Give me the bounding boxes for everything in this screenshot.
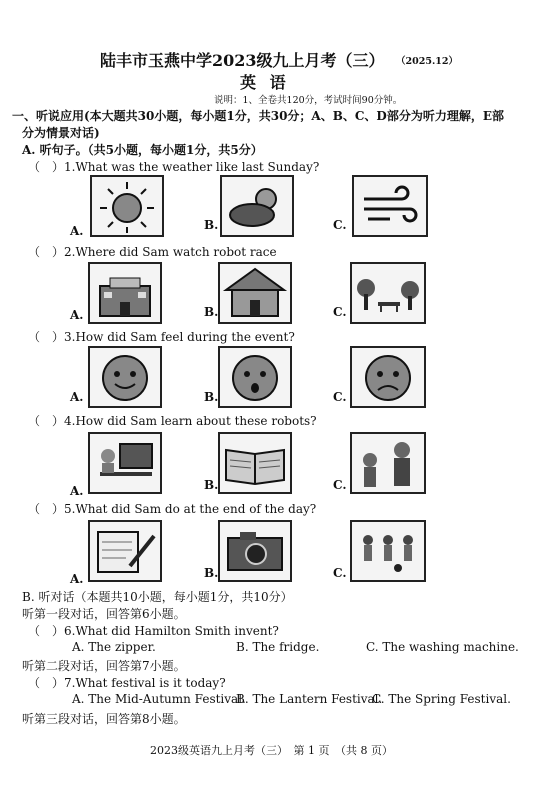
option-label-b: B. (204, 390, 219, 404)
option-label-b: B. (204, 218, 219, 232)
option-label-c: C. (333, 478, 347, 492)
subject-title: 英 语 (240, 73, 290, 92)
q7-option-b: B. The Lantern Festival. (236, 692, 383, 706)
playing-icon (350, 520, 426, 582)
park-icon (350, 262, 426, 324)
school-icon (88, 262, 162, 324)
question-5: （ ）5.What did Sam do at the end of the day? (28, 502, 317, 516)
part-b-heading: B. 听对话（本题共10小题，每小题1分，共10分） (22, 590, 293, 604)
sad-face-icon (350, 346, 426, 408)
teacher-icon (350, 432, 426, 494)
section-heading-line2: 分为情景对话) (22, 126, 100, 140)
cloud-sun-icon (220, 175, 294, 237)
happy-face-icon (88, 346, 162, 408)
option-label-c: C. (333, 305, 347, 319)
option-label-b: B. (204, 478, 219, 492)
exam-title: 陆丰市玉燕中学2023级九上月考（三） (100, 51, 385, 70)
question-2: （ ）2.Where did Sam watch robot race (28, 245, 277, 259)
option-label-c: C. (333, 218, 347, 232)
option-label-a: A. (70, 390, 84, 404)
question-3: （ ）3.How did Sam feel during the event? (28, 330, 295, 344)
book-icon (218, 432, 292, 494)
surprised-face-icon (218, 346, 292, 408)
question-4: （ ）4.How did Sam learn about these robots? (28, 414, 317, 428)
exam-date: （2025.12） (396, 56, 458, 67)
question-6: （ ）6.What did Hamilton Smith invent? (28, 624, 279, 638)
q6-option-a: A. The zipper. (72, 640, 156, 654)
option-label-b: B. (204, 566, 219, 580)
question-1: （ ）1.What was the weather like last Sunday? (28, 160, 320, 174)
option-label-c: C. (333, 566, 347, 580)
writing-icon (88, 520, 162, 582)
option-label-b: B. (204, 305, 219, 319)
camera-icon (218, 520, 292, 582)
option-label-a: A. (70, 224, 84, 238)
q7-option-a: A. The Mid-Autumn Festival. (72, 692, 246, 706)
sun-icon (90, 175, 164, 237)
computer-icon (88, 432, 162, 494)
exam-note: 说明：1、全卷共120分，考试时间90分钟。 (214, 95, 403, 106)
page-footer: 2023级英语九上月考（三） 第 1 页 （共 8 页） (150, 744, 393, 757)
option-label-a: A. (70, 308, 84, 322)
question-7: （ ）7.What festival is it today? (28, 676, 226, 690)
part-a-heading: A. 听句子。（共5小题，每小题1分，共5分） (22, 143, 263, 157)
dialog-1-instruction: 听第一段对话，回答第6小题。 (22, 607, 186, 621)
q6-option-b: B. The fridge. (236, 640, 320, 654)
section-heading-line1: 一、听说应用(本大题共30小题，每小题1分，共30分；A、B、C、D部分为听力理解，E部 (12, 109, 504, 123)
option-label-a: A. (70, 484, 84, 498)
q7-option-c: C. The Spring Festival. (372, 692, 511, 706)
q6-option-c: C. The washing machine. (366, 640, 519, 654)
option-label-a: A. (70, 572, 84, 586)
wind-icon (352, 175, 428, 237)
dialog-3-instruction: 听第三段对话，回答第8小题。 (22, 712, 186, 726)
option-label-c: C. (333, 390, 347, 404)
museum-icon (218, 262, 292, 324)
dialog-2-instruction: 听第二段对话，回答第7小题。 (22, 659, 186, 673)
